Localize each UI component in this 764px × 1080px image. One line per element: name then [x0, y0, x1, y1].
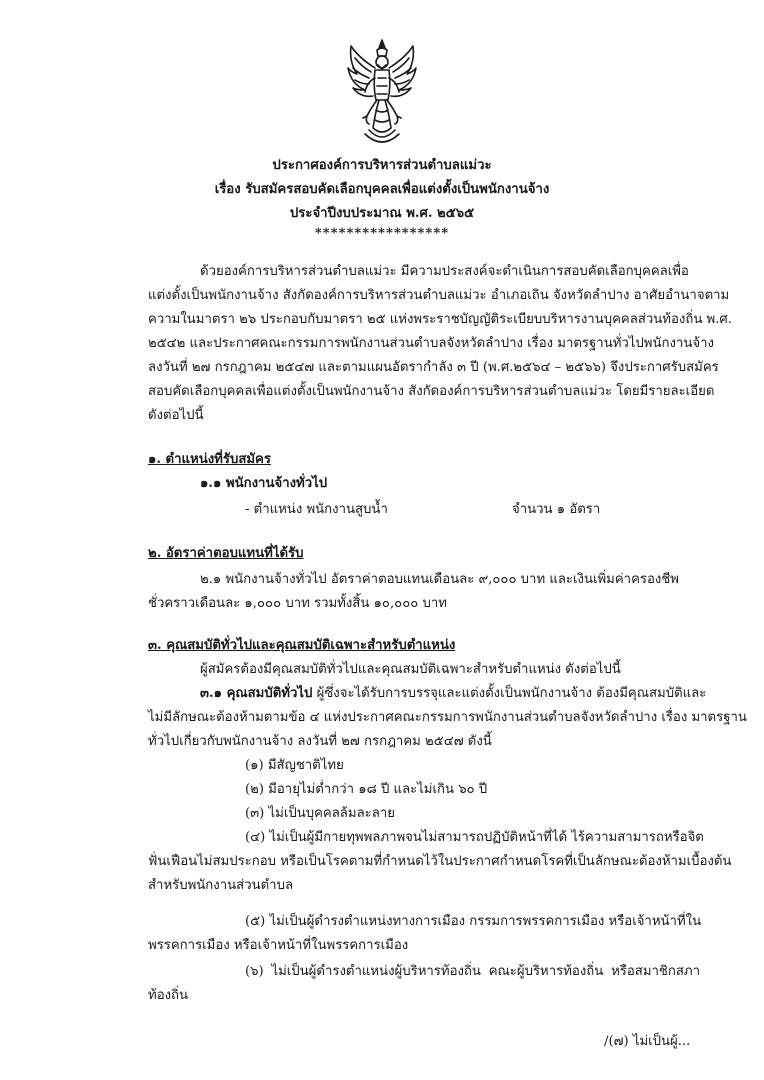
section-3-heading: ๓. คุณสมบัติทั่วไปและคุณสมบัติเฉพาะสำหรับตำแหน่ง [148, 638, 456, 653]
qualification-item-2: (๒) มีอายุไม่ต่ำกว่า ๑๘ ปี และไม่เกิน ๖๐ ปี [245, 782, 488, 797]
org-title: ประกาศองค์การบริหารส่วนตำบลแม่วะ [272, 158, 492, 173]
subject-line: เรื่อง รับสมัครสอบคัดเลือกบุคคลเพื่อแต่งตั้งเป็นพนักงานจ้าง [214, 182, 550, 197]
section-1-1-heading: ๑.๑ พนักงานจ้างทั่วไป [200, 476, 328, 491]
section-2-line-2: ชั่วคราวเดือนละ ๑,๐๐๐ บาท รวมทั้งสิ้น ๑๐,๐๐๐ บาท [148, 596, 447, 611]
section-2-line-1: ๒.๑ พนักงานจ้างทั่วไป อัตราค่าตอบแทนเดือนละ ๙,๐๐๐ บาท และเงินเพิ่มค่าครองชีพ [200, 572, 679, 587]
section-2-heading: ๒. อัตราค่าตอบแทนที่ได้รับ [148, 546, 304, 561]
intro-line-3: ความในมาตรา ๒๖ ประกอบกับมาตรา ๒๕ แห่งพระราชบัญญัติระเบียบบริหารงานบุคคลส่วนท้องถิ่น พ.ศ. [148, 312, 732, 327]
intro-line-5: ลงวันที่ ๒๗ กรกฎาคม ๒๕๔๗ และตามแผนอัตรากำลัง ๓ ปี (พ.ศ.๒๕๖๔ – ๒๕๖๖) จึงประกาศรับสมัคร [148, 360, 719, 375]
section-3-1-line-1 [200, 684, 706, 704]
section-3-1-line-2: ไม่มีลักษณะต้องห้ามตามข้อ ๔ แห่งประกาศคณะกรรมการพนักงานส่วนตำบลจังหวัดลำปาง เรื่อง มาตรฐาน [148, 710, 747, 725]
qualification-item-4-line-3: สำหรับพนักงานส่วนตำบล [148, 878, 294, 893]
qualification-item-4-line-2: ฟั่นเฟือนไม่สมประกอบ หรือเป็นโรคตามที่กำหนดไว้ในประกาศกำหนดโรคที่เป็นลักษณะต้องห้ามเบื้องต้น [148, 854, 732, 869]
intro-line-2: แต่งตั้งเป็นพนักงานจ้าง สังกัดองค์การบริหารส่วนตำบลแม่วะ อำเภอเถิน จังหวัดลำปาง อาศัยอำนาจตาม [148, 288, 730, 303]
qualification-item-5-line-2: พรรคการเมือง หรือเจ้าหน้าที่ในพรรคการเมือง [148, 938, 409, 953]
intro-line-1: ด้วยองค์การบริหารส่วนตำบลแม่วะ มีความประสงค์จะดำเนินการสอบคัดเลือกบุคคลเพื่อ [200, 264, 689, 279]
divider-stars: ***************** [314, 226, 450, 241]
section-3-1-label: ๓.๑ คุณสมบัติทั่วไป [200, 686, 313, 701]
qualification-item-6-line-1: (๖) ไม่เป็นผู้ดำรงตำแหน่งผู้บริหารท้องถิ่น คณะผู้บริหารท้องถิ่น หรือสมาชิกสภา [245, 964, 700, 979]
intro-line-4: ๒๕๔๒ และประกาศคณะกรรมการพนักงานส่วนตำบลจังหวัดลำปาง เรื่อง มาตรฐานทั่วไปพนักงานจ้าง [148, 336, 714, 351]
intro-line-7: ดังต่อไปนี้ [148, 408, 204, 423]
section-3-intro: ผู้สมัครต้องมีคุณสมบัติทั่วไปและคุณสมบัติเฉพาะสำหรับตำแหน่ง ดังต่อไปนี้ [200, 662, 621, 677]
intro-line-6: สอบคัดเลือกบุคคลเพื่อแต่งตั้งเป็นพนักงานจ้าง สังกัดองค์การบริหารส่วนตำบลแม่วะ โดยมีรายละเอียด [148, 384, 715, 399]
qualification-item-5-line-1: (๕) ไม่เป็นผู้ดำรงตำแหน่งทางการเมือง กรรมการพรรคการเมือง หรือเจ้าหน้าที่ใน [245, 914, 702, 929]
qualification-item-3: (๓) ไม่เป็นบุคคลล้มละลาย [245, 806, 395, 821]
garuda-emblem-icon [345, 38, 419, 146]
section-3-1-text: ผู้ซึ่งจะได้รับการบรรจุและแต่งตั้งเป็นพนักงานจ้าง ต้องมีคุณสมบัติและ [312, 686, 707, 701]
position-title: - ตำแหน่ง พนักงานสูบน้ำ [245, 502, 388, 517]
fiscal-year-line: ประจำปีงบประมาณ พ.ศ. ๒๕๖๕ [289, 206, 475, 221]
section-1-heading: ๑. ตำแหน่งที่รับสมัคร [148, 452, 271, 467]
continuation-note: /(๗) ไม่เป็นผู้... [604, 1034, 691, 1049]
position-count: จำนวน ๑ อัตรา [512, 502, 601, 517]
qualification-item-4-line-1: (๔) ไม่เป็นผู้มีกายทุพพลภาพจนไม่สามารถปฏิบัติหน้าที่ได้ ไร้ความสามารถหรือจิต [245, 830, 704, 845]
qualification-item-1: (๑) มีสัญชาติไทย [245, 758, 344, 773]
qualification-item-6-line-2: ท้องถิ่น [148, 988, 189, 1003]
section-3-1-line-3: ทั่วไปเกี่ยวกับพนักงานจ้าง ลงวันที่ ๒๗ กรกฎาคม ๒๕๔๗ ดังนี้ [148, 734, 492, 749]
